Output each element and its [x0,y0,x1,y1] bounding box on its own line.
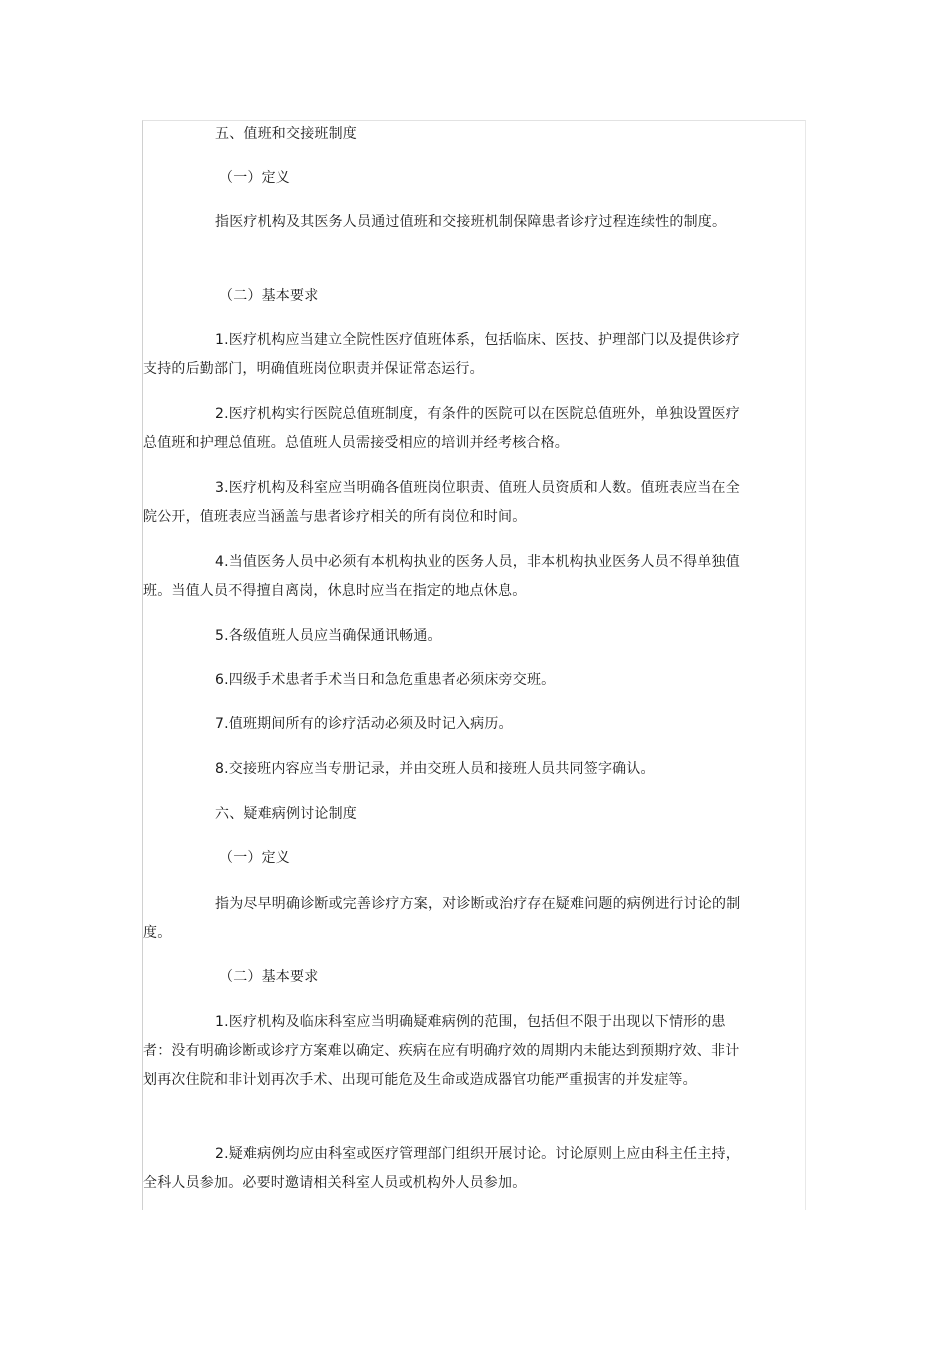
paragraph: 7.值班期间所有的诊疗活动必须及时记入病历。 [215,716,513,732]
paragraph: 5.各级值班人员应当确保通讯畅通。 [215,628,442,644]
section-heading: 五、值班和交接班制度 [215,126,357,142]
subsection-heading: （一）定义 [219,170,290,186]
paragraph: 8.交接班内容应当专册记录，并由交班人员和接班人员共同签字确认。 [215,761,655,777]
paragraph: 2.疑难病例均应由科室或医疗管理部门组织开展讨论。讨论原则上应由科主任主持，全科人员参加。必要时邀请相关科室人员或机构外人员参加。 [143,1146,740,1191]
paragraph: 指医疗机构及其医务人员通过值班和交接班机制保障患者诊疗过程连续性的制度。 [215,214,727,230]
subsection-heading: （二）基本要求 [219,288,319,304]
paragraph: 1.医疗机构应当建立全院性医疗值班体系，包括临床、医技、护理部门以及提供诊疗支持的后勤部门，明确值班岗位职责并保证常态运行。 [143,332,740,377]
subsection-heading: （一）定义 [219,850,290,866]
paragraph: 1.医疗机构及临床科室应当明确疑难病例的范围，包括但不限于出现以下情形的患者：没有明确诊断或诊疗方案难以确定、疾病在应有明确疗效的周期内未能达到预期疗效、非计划再次住院和非计划再次手术、出现可能危及生命或造成器官功能严重损害的并发症等。 [143,1014,740,1088]
section-heading: 六、疑难病例讨论制度 [215,806,357,822]
paragraph: 4.当值医务人员中必须有本机构执业的医务人员，非本机构执业医务人员不得单独值班。当值人员不得擅自离岗，休息时应当在指定的地点休息。 [143,554,740,599]
paragraph: 指为尽早明确诊断或完善诊疗方案，对诊断或治疗存在疑难问题的病例进行讨论的制度。 [143,896,741,941]
paragraph: 3.医疗机构及科室应当明确各值班岗位职责、值班人员资质和人数。值班表应当在全院公开，值班表应当涵盖与患者诊疗相关的所有岗位和时间。 [143,480,740,525]
paragraph: 2.医疗机构实行医院总值班制度，有条件的医院可以在医院总值班外，单独设置医疗总值班和护理总值班。总值班人员需接受相应的培训并经考核合格。 [143,406,740,451]
subsection-heading: （二）基本要求 [219,969,319,985]
paragraph: 6.四级手术患者手术当日和急危重患者必须床旁交班。 [215,672,556,688]
